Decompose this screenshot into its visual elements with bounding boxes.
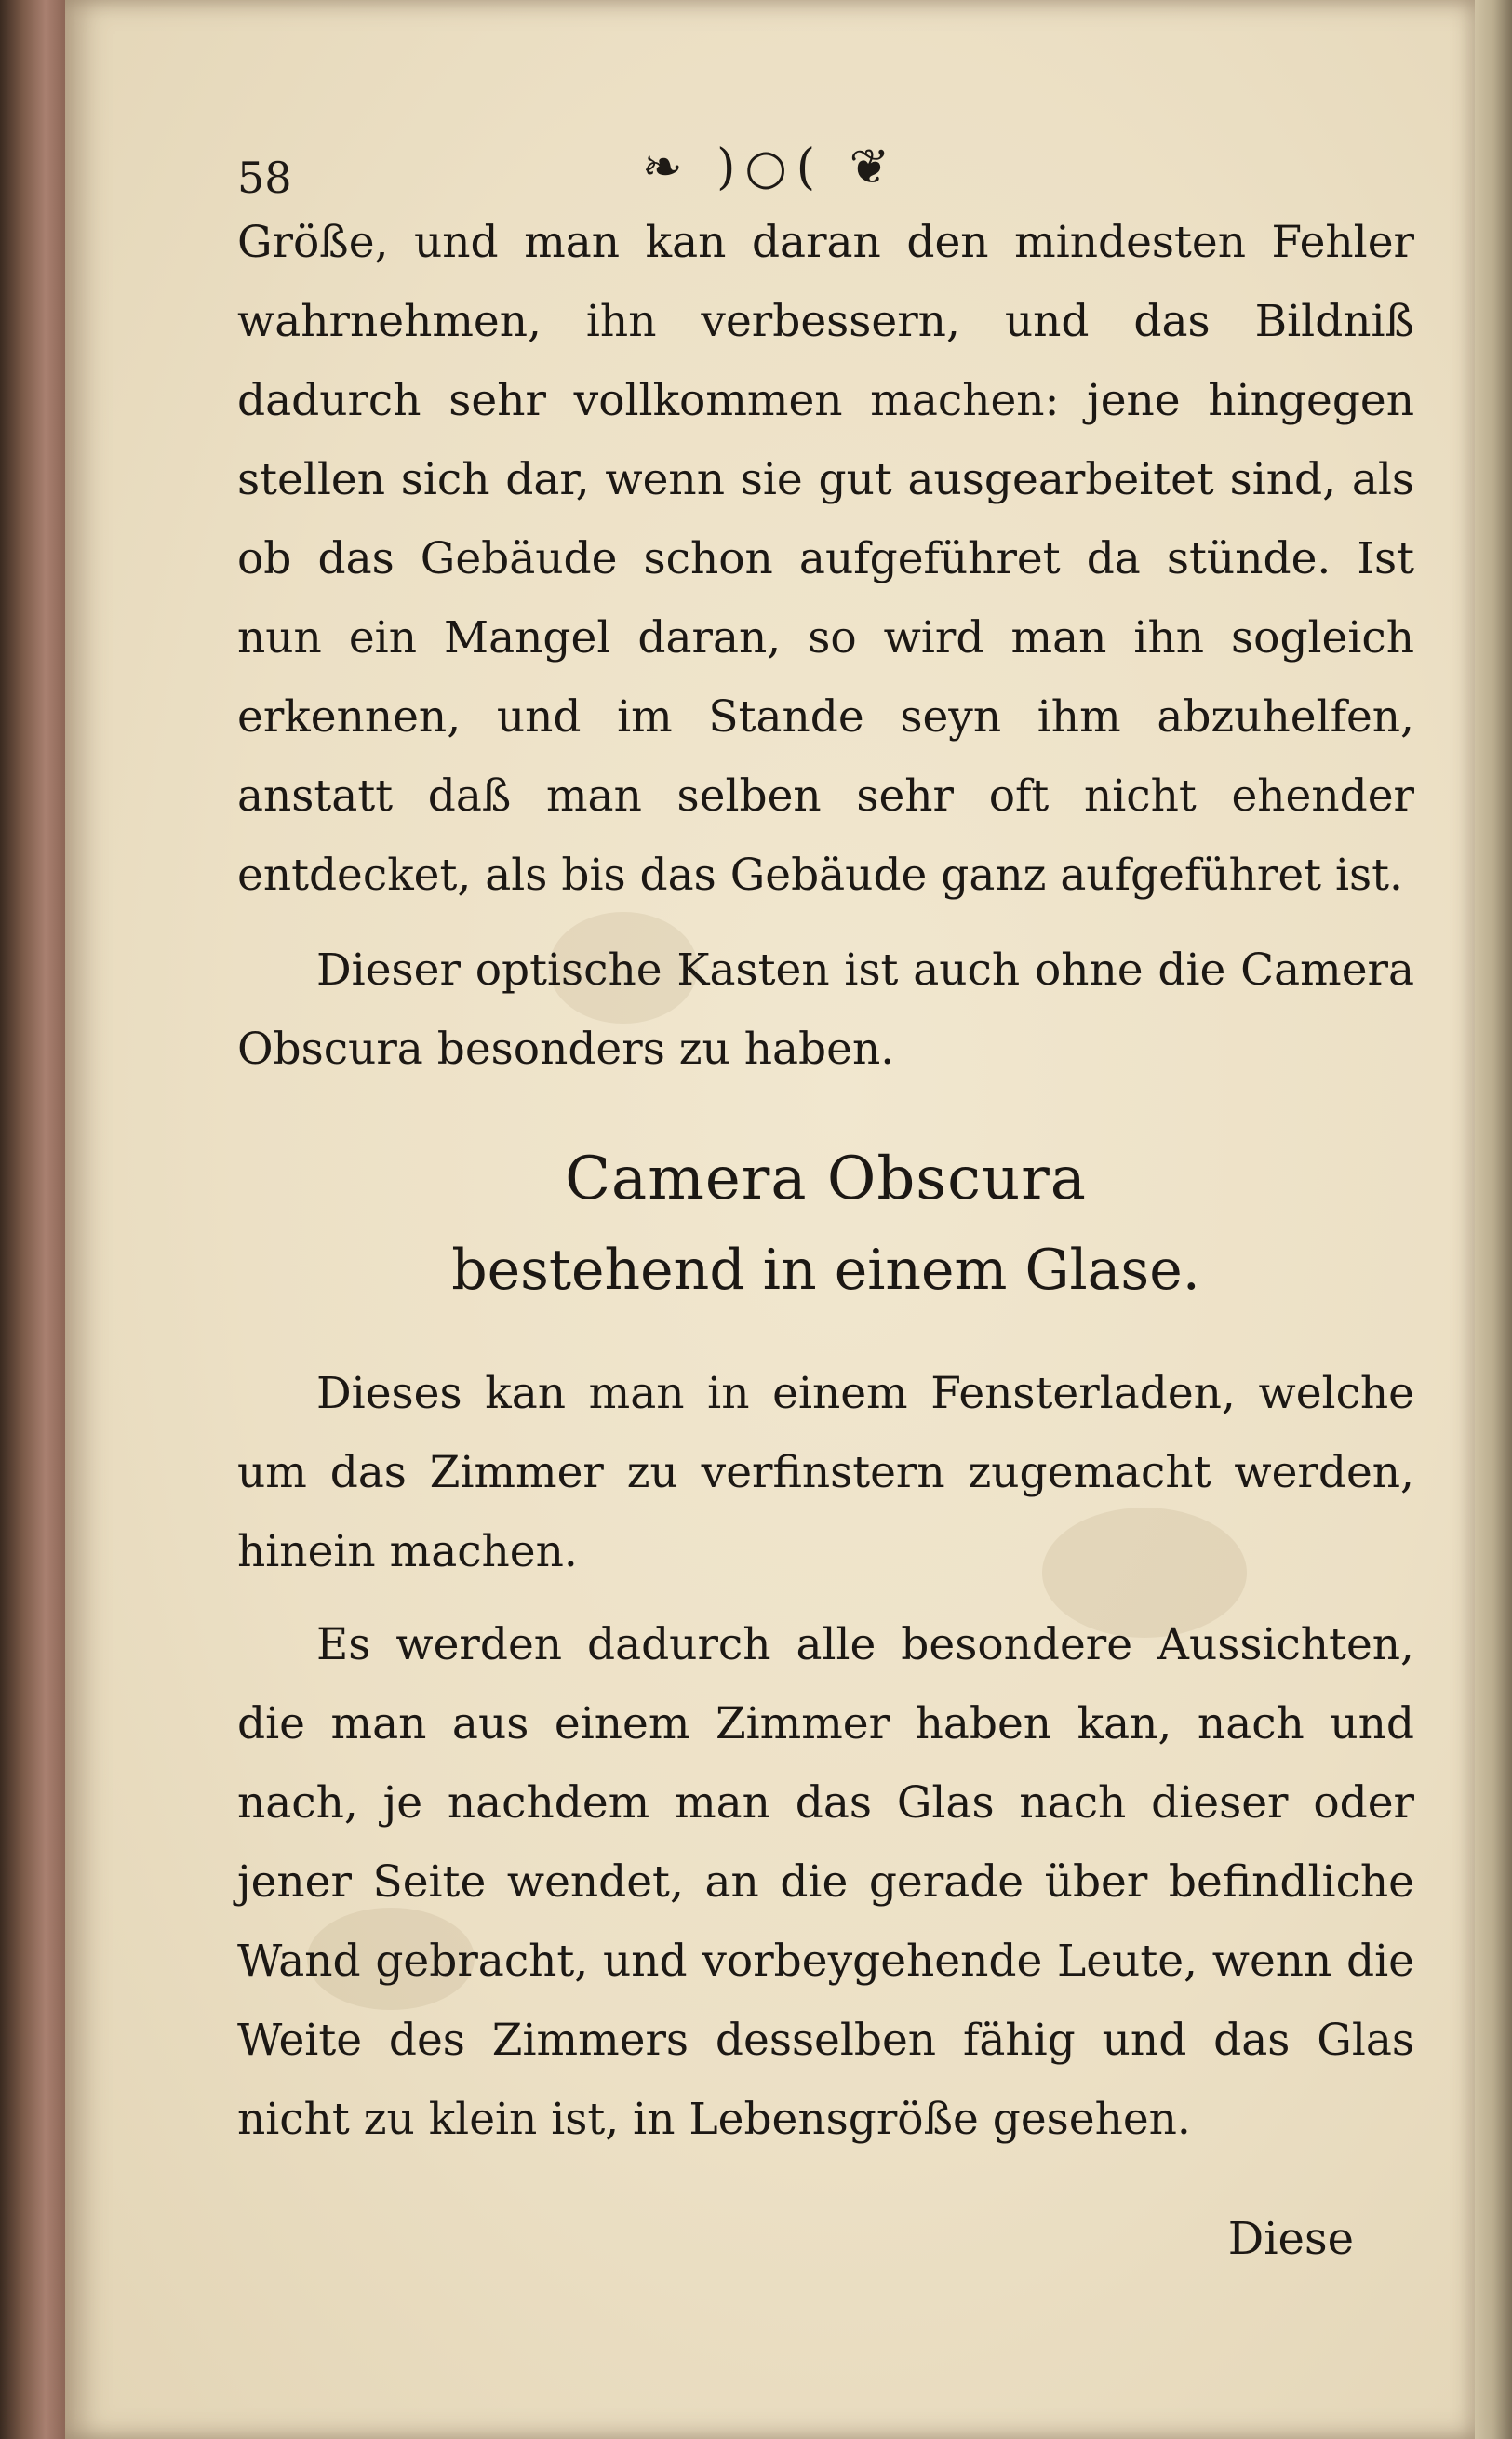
book-binding-edge bbox=[0, 0, 65, 2439]
paragraph-text: Es werden dadurch alle besondere Aussichten, die man aus einem Zimmer haben kan, nach und nach, je nachdem man das Glas nach dieser oder jener Seite wendet, an die gerade über befindliche Wand gebracht, und vorbeygehende Leute, wenn die Weite des Zimmers desselben fähig und das Glas nicht zu klein ist, in Lebensgröße gesehen. bbox=[237, 1619, 1414, 2145]
page-number: 58 bbox=[237, 153, 292, 203]
paragraph-text: Größe, und man kan daran den mindesten Fehler wahrnehmen, ihn verbessern, und das Bildniß dadurch sehr vollkommen machen: jene hingegen stellen sich dar, wenn sie gut ausgearbeitet sind, als ob das Gebäude schon aufgeführet da stünde. Ist nun ein Mangel daran, so wird man ihn sogleich erkennen, und im Stande seyn ihm abzuhelfen, anstatt daß man selben sehr oft nicht ehender entdecket, als bis das Gebäude ganz aufgeführet ist. bbox=[237, 217, 1414, 901]
paragraph-continued bbox=[237, 203, 1414, 915]
section-title: Camera Obscura bbox=[565, 1145, 1087, 1213]
paragraph bbox=[237, 931, 1414, 1089]
paragraph bbox=[237, 1605, 1414, 2159]
catchword: Diese bbox=[1227, 2213, 1354, 2265]
paragraph-text: Dieses kan man in einem Fensterladen, welche um das Zimmer zu verfinstern zugemacht werden, hinein machen. bbox=[237, 1368, 1414, 1577]
head-ornament: ❧ )○( ❦ bbox=[642, 140, 900, 195]
section-subtitle: bestehend in einem Glase. bbox=[451, 1238, 1200, 1303]
paragraph-text: Dieser optische Kasten ist auch ohne die Camera Obscura besonders zu haben. bbox=[237, 945, 1414, 1075]
page-stack-edge bbox=[1475, 0, 1512, 2439]
paragraph bbox=[237, 1354, 1414, 1591]
